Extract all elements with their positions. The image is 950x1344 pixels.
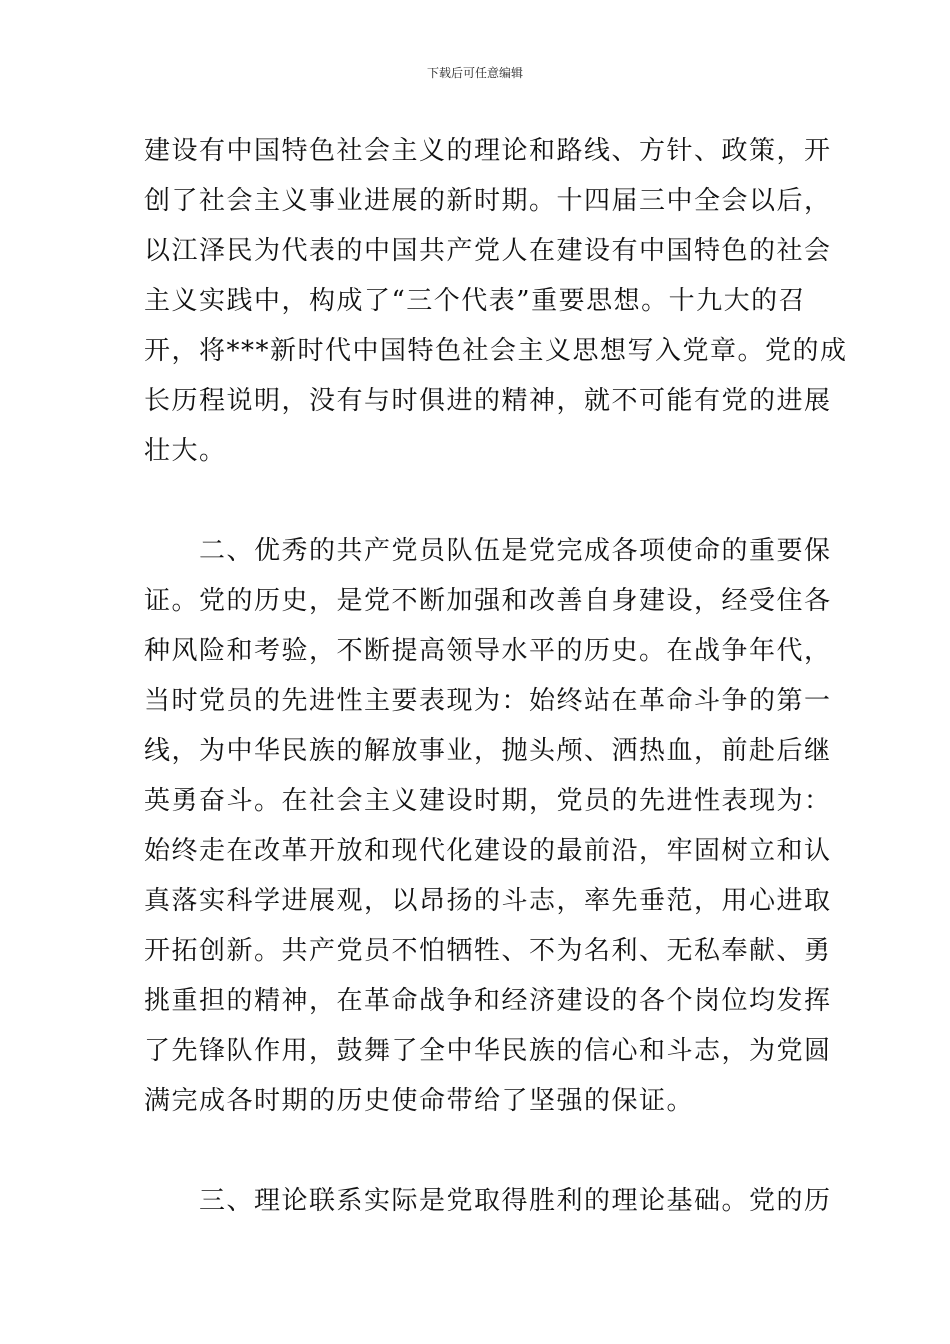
text-line: 种风险和考验，不断提高领导水平的历史。在战争年代， — [144, 636, 832, 666]
text-line: 挑重担的精神，在革命战争和经济建设的各个岗位均发挥 — [144, 986, 832, 1016]
text-line: 建设有中国特色社会主义的理论和路线、方针、政策，开 — [144, 136, 832, 166]
paragraph-spacer — [144, 476, 814, 526]
text-line: 长历程说明，没有与时俱进的精神，就不可能有党的进展 — [144, 386, 832, 416]
text-line: 开，将***新时代中国特色社会主义思想写入党章。党的成 — [144, 336, 848, 366]
text-line: 当时党员的先进性主要表现为：始终站在革命斗争的第一 — [144, 686, 832, 716]
text-line: 真落实科学进展观，以昂扬的斗志，率先垂范，用心进取 — [144, 886, 832, 916]
text-line: 以江泽民为代表的中国共产党人在建设有中国特色的社会 — [144, 236, 832, 266]
text-line: 英勇奋斗。在社会主义建设时期，党员的先进性表现为： — [144, 786, 832, 816]
text-line: 始终走在改革开放和现代化建设的最前沿，牢固树立和认 — [144, 836, 832, 866]
text-line: 二、优秀的共产党员队伍是党完成各项使命的重要保 — [199, 536, 832, 566]
paragraph-3 — [144, 1176, 832, 1226]
page-header: 下载后可任意编辑 — [426, 66, 523, 80]
text-line: 满完成各时期的历史使命带给了坚强的保证。 — [144, 1086, 695, 1116]
text-line: 创了社会主义事业进展的新时期。十四届三中全会以后， — [144, 186, 832, 216]
document-body — [144, 126, 848, 1226]
text-line: 开拓创新。共产党员不怕牺牲、不为名利、无私奉献、勇 — [144, 936, 832, 966]
text-line: 了先锋队作用，鼓舞了全中华民族的信心和斗志，为党圆 — [144, 1036, 832, 1066]
paragraph-spacer — [144, 1126, 814, 1176]
text-line: 线，为中华民族的解放事业，抛头颅、洒热血，前赴后继 — [144, 736, 832, 766]
text-line: 证。党的历史，是党不断加强和改善自身建设，经受住各 — [144, 586, 832, 616]
paragraph-2 — [144, 526, 832, 1126]
text-line: 主义实践中，构成了“三个代表”重要思想。十九大的召 — [144, 286, 807, 316]
paragraph-1 — [144, 126, 848, 476]
text-line: 三、理论联系实际是党取得胜利的理论基础。党的历 — [199, 1186, 832, 1216]
text-line: 壮大。 — [144, 436, 227, 466]
